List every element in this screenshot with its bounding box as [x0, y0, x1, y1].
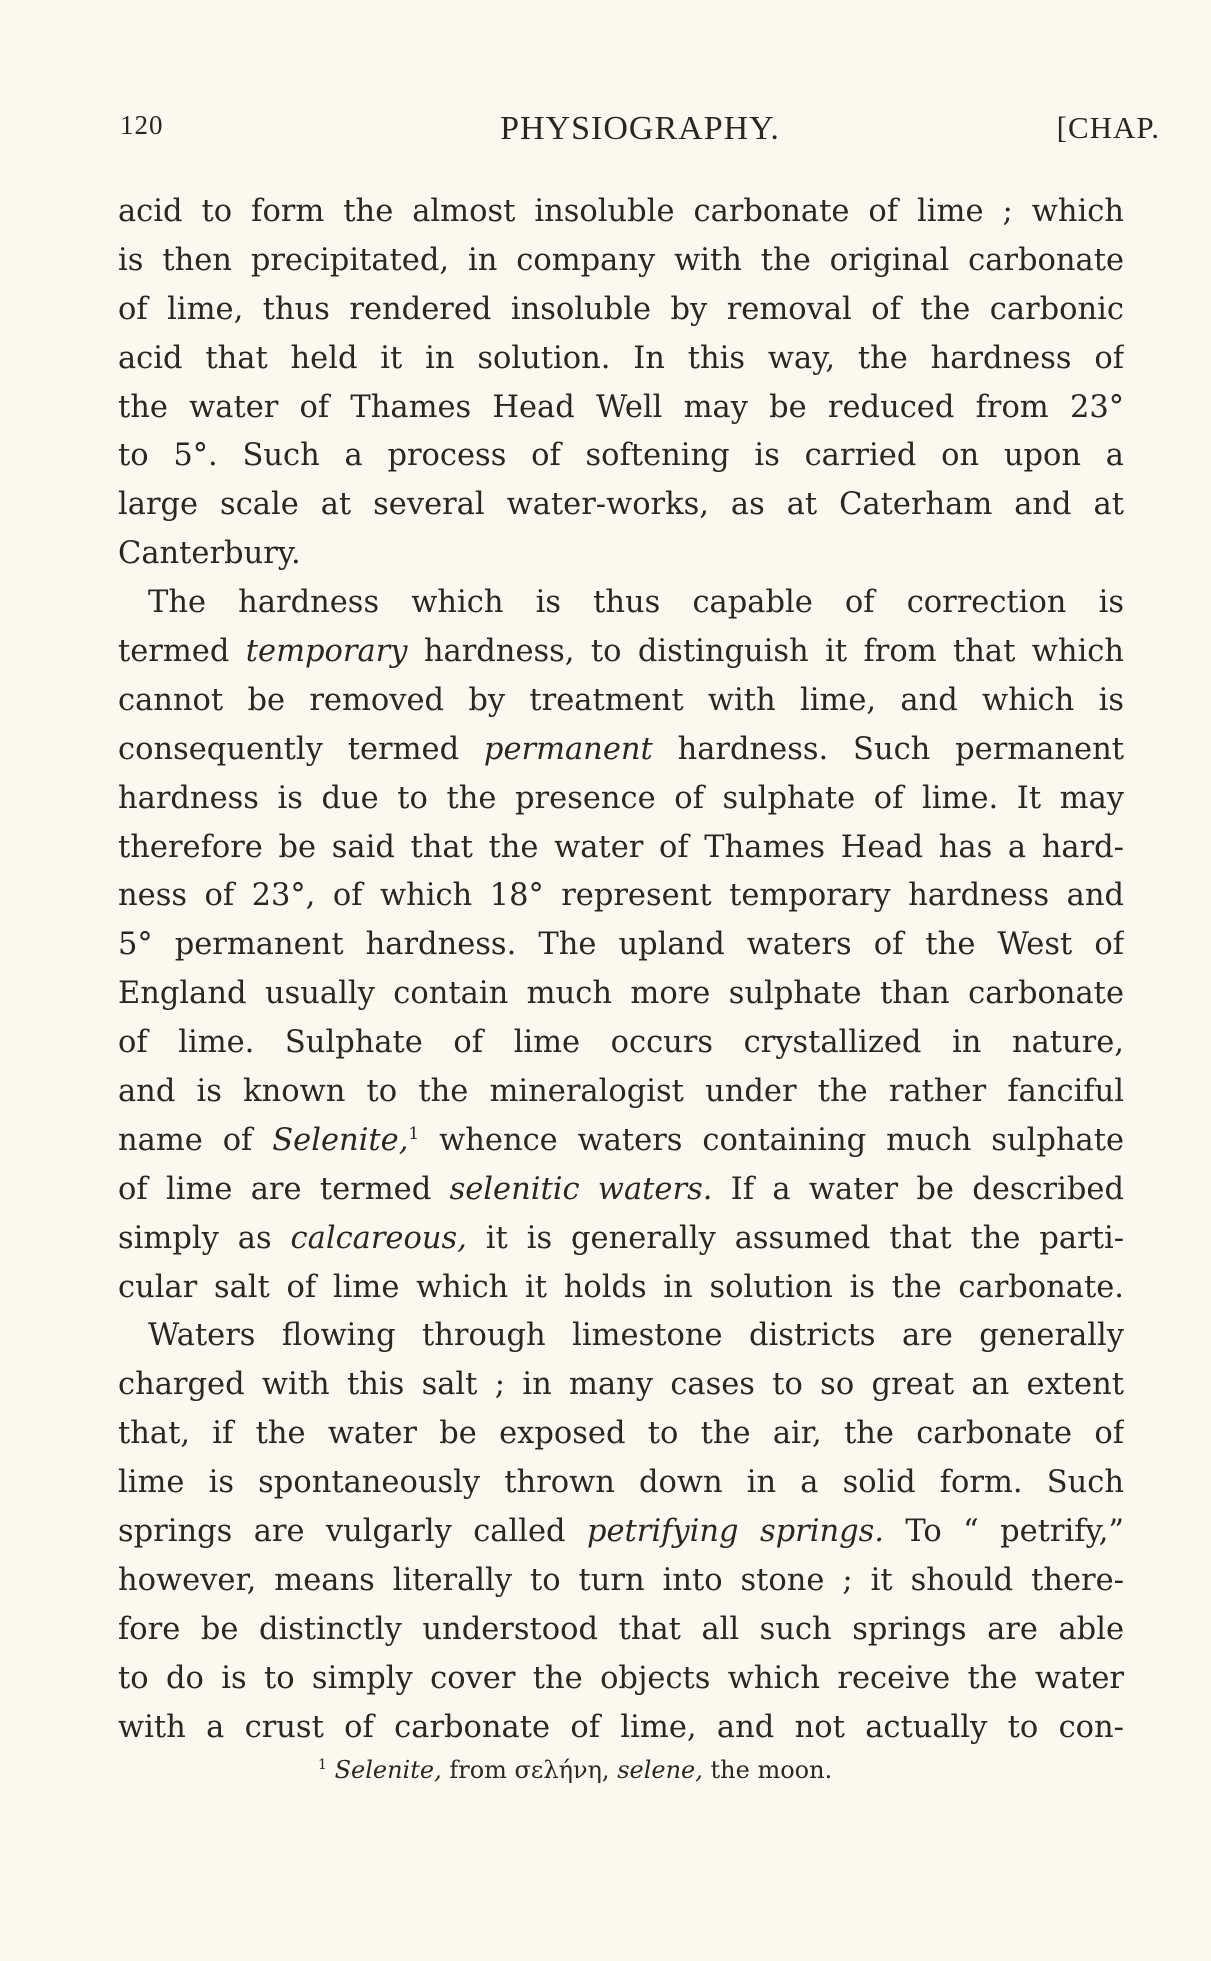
text-line: hardness is due to the presence of sulphate of lime. It may	[118, 780, 1124, 816]
text-line: The hardness which is thus capable of correction is	[148, 585, 1124, 621]
inline-text: If a water be described	[730, 1171, 1124, 1207]
text-line: fore be distinctly understood that all such springs are able	[118, 1611, 1124, 1647]
text-line: large scale at several water-works, as at Caterham and at	[118, 487, 1124, 523]
inline-text: hardness. Such permanent	[677, 731, 1124, 767]
footnote	[318, 1755, 1038, 1785]
text-line: cannot be removed by treatment with lime, and which is	[118, 682, 1124, 718]
text-line: to do is to simply cover the objects which receive the water	[118, 1660, 1124, 1696]
footnote-marker: 1	[318, 1757, 327, 1773]
italic-term: petrifying springs.	[586, 1514, 884, 1550]
page-title: PHYSIOGRAPHY.	[500, 110, 780, 147]
text-line: therefore be said that the water of Thames Head has a hard-	[118, 829, 1124, 865]
text-line: England usually contain much more sulphate than carbonate	[118, 976, 1124, 1012]
text-line: acid that held it in solution. In this way, the hardness of	[118, 340, 1124, 376]
text-line: charged with this salt ; in many cases to so great an extent	[118, 1367, 1124, 1403]
text-line: is then precipitated, in company with the original carbonate	[118, 242, 1124, 278]
inline-text: termed	[118, 634, 230, 670]
footnote-meaning: the moon.	[710, 1756, 833, 1784]
text-line: ness of 23°, of which 18° represent temporary hardness and	[118, 878, 1124, 914]
chapter-label: [CHAP.	[1056, 110, 1160, 145]
text-line: Canterbury.	[118, 536, 301, 572]
text-line: to 5°. Such a process of softening is carried on upon a	[118, 438, 1124, 474]
inline-text: hardness, to distinguish it from that which	[423, 634, 1124, 670]
body-text	[118, 188, 1124, 1753]
inline-text: it is generally assumed that the parti-	[485, 1220, 1124, 1256]
inline-text: consequently termed	[118, 731, 460, 767]
text-line	[118, 628, 1124, 677]
text-line	[118, 1215, 1124, 1264]
text-line	[118, 726, 1124, 775]
footnote-text: from	[449, 1756, 507, 1784]
inline-text: simply as	[118, 1220, 272, 1256]
text-line: cular salt of lime which it holds in solution is the carbonate.	[118, 1269, 1124, 1305]
text-line: however, means literally to turn into stone ; it should there-	[118, 1562, 1124, 1598]
text-line: Waters flowing through limestone districts are generally	[148, 1318, 1124, 1354]
italic-term: Selenite,	[272, 1122, 409, 1158]
text-line: acid to form the almost insoluble carbonate of lime ; which	[118, 194, 1124, 229]
inline-text: of lime are termed	[118, 1171, 432, 1207]
footnote-term: Selenite,	[334, 1756, 442, 1784]
text-line	[118, 1117, 1124, 1166]
italic-term: permanent	[483, 731, 653, 767]
inline-text: springs are vulgarly called	[118, 1514, 566, 1550]
text-line: of lime. Sulphate of lime occurs crystallized in nature,	[118, 1025, 1124, 1061]
italic-term: selenitic waters.	[449, 1171, 713, 1207]
text-line: lime is spontaneously thrown down in a solid form. Such	[118, 1465, 1124, 1501]
text-line: that, if the water be exposed to the air, the carbonate of	[118, 1416, 1124, 1452]
text-line	[118, 1166, 1124, 1215]
italic-term: temporary	[245, 634, 408, 670]
text-line: 5° permanent hardness. The upland waters of the West of	[118, 927, 1124, 963]
running-head	[120, 110, 1160, 160]
text-line	[118, 1508, 1124, 1557]
inline-text: To “ petrify,”	[905, 1514, 1124, 1550]
footnote-transliteration: selene,	[617, 1756, 703, 1784]
text-line: and is known to the mineralogist under the rather fanciful	[118, 1074, 1124, 1110]
italic-term: calcareous,	[290, 1220, 467, 1256]
text-line: of lime, thus rendered insoluble by removal of the carbonic	[118, 291, 1124, 327]
footnote-greek: σελήνη,	[514, 1756, 610, 1784]
text-line: with a crust of carbonate of lime, and not actually to con-	[118, 1709, 1124, 1745]
page-number: 120	[120, 110, 164, 140]
text-line: the water of Thames Head Well may be reduced from 23°	[118, 389, 1124, 425]
inline-text: name of	[118, 1122, 253, 1158]
inline-text: whence waters containing much sulphate	[439, 1122, 1124, 1158]
footnote-reference[interactable]: 1	[408, 1123, 420, 1144]
